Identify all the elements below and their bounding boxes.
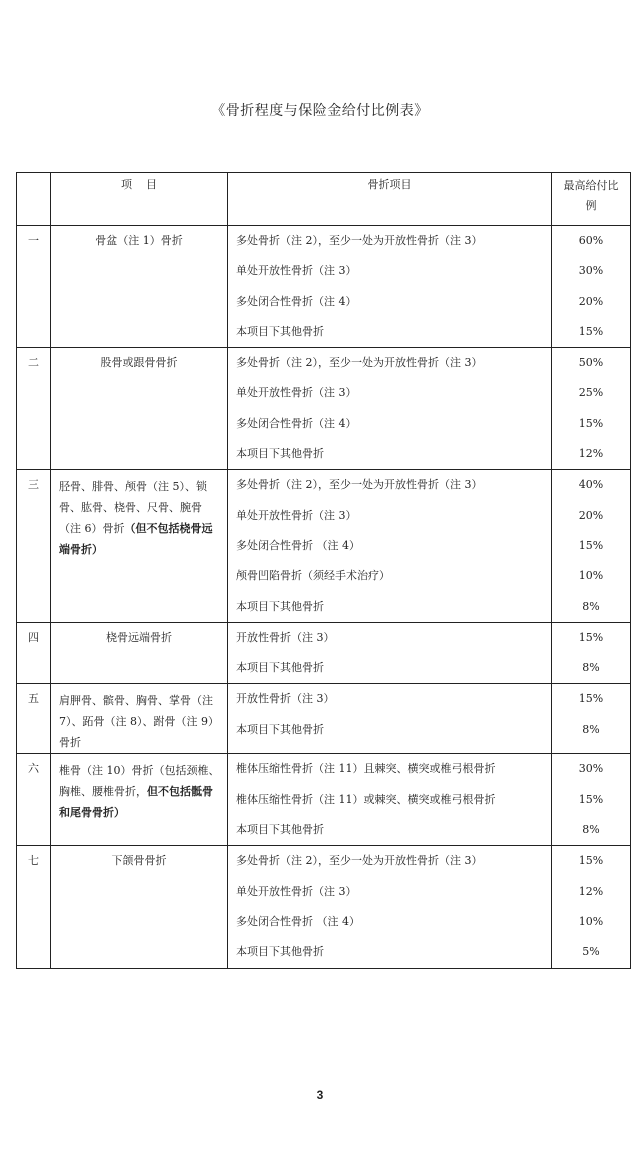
payout-percentage: 15% bbox=[578, 792, 604, 806]
payout-percentage: 8% bbox=[582, 722, 600, 736]
row-item-text: 胫骨、腓骨、颅骨（注 5）、锁骨、肱骨、桡骨、尺骨、腕骨（注 6）骨折 bbox=[59, 480, 207, 536]
table-row bbox=[17, 846, 631, 968]
detail-line: 单处开放性骨折（注 3） bbox=[236, 508, 357, 522]
table-row bbox=[17, 226, 631, 348]
header-max-ratio bbox=[552, 173, 631, 226]
table-row bbox=[17, 622, 631, 684]
payout-percentage: 10% bbox=[578, 914, 604, 928]
row-details bbox=[228, 684, 552, 754]
row-item: 桡骨远端骨折 bbox=[51, 622, 228, 684]
payout-percentage: 30% bbox=[578, 762, 604, 776]
detail-line: 本项目下其他骨折 bbox=[236, 324, 324, 338]
payout-percentage: 15% bbox=[578, 538, 604, 552]
row-details bbox=[228, 846, 552, 968]
row-percentages bbox=[552, 684, 631, 754]
row-details bbox=[228, 226, 552, 348]
fracture-ratio-table bbox=[16, 172, 631, 969]
detail-line: 颅骨凹陷骨折（须经手术治疗） bbox=[236, 569, 390, 583]
payout-percentage: 15% bbox=[578, 324, 604, 338]
payout-percentage: 8% bbox=[582, 661, 600, 675]
detail-line: 椎体压缩性骨折（注 11）且棘突、横突或椎弓根骨折 bbox=[236, 762, 496, 776]
row-details bbox=[228, 348, 552, 470]
table-header-row bbox=[17, 173, 631, 226]
payout-percentage: 30% bbox=[578, 264, 604, 278]
row-number: 七 bbox=[17, 846, 51, 968]
row-percentages bbox=[552, 754, 631, 846]
detail-line: 多处骨折（注 2），至少一处为开放性骨折（注 3） bbox=[236, 478, 483, 492]
document-title: 《骨折程度与保险金给付比例表》 bbox=[211, 103, 429, 119]
row-number: 五 bbox=[17, 684, 51, 754]
header-item: 项 目 bbox=[51, 173, 228, 226]
row-percentages bbox=[552, 226, 631, 348]
row-details bbox=[228, 622, 552, 684]
payout-percentage: 20% bbox=[578, 294, 604, 308]
header-detail: 骨折项目 bbox=[228, 173, 552, 226]
payout-percentage: 15% bbox=[578, 692, 604, 706]
row-number: 六 bbox=[17, 754, 51, 846]
header-number bbox=[17, 173, 51, 226]
row-item: 下颌骨骨折 bbox=[51, 846, 228, 968]
payout-percentage: 15% bbox=[578, 630, 604, 644]
detail-line: 开放性骨折（注 3） bbox=[236, 630, 335, 644]
payout-percentage: 12% bbox=[578, 884, 604, 898]
payout-percentage: 8% bbox=[582, 823, 600, 837]
detail-line: 开放性骨折（注 3） bbox=[236, 692, 335, 706]
detail-line: 多处闭合性骨折 （注 4） bbox=[236, 914, 360, 928]
payout-percentage: 8% bbox=[582, 599, 600, 613]
row-item-text: 肩胛骨、髌骨、胸骨、掌骨（注 7）、跖骨（注 8）、跗骨（注 9）骨折 bbox=[59, 694, 219, 750]
table-row bbox=[17, 470, 631, 622]
payout-percentage: 25% bbox=[578, 386, 604, 400]
payout-percentage: 50% bbox=[578, 356, 604, 370]
row-details bbox=[228, 470, 552, 622]
detail-line: 本项目下其他骨折 bbox=[236, 599, 324, 613]
row-number: 四 bbox=[17, 622, 51, 684]
row-number: 二 bbox=[17, 348, 51, 470]
row-item bbox=[51, 754, 228, 846]
payout-percentage: 60% bbox=[578, 234, 604, 247]
detail-line: 多处骨折（注 2），至少一处为开放性骨折（注 3） bbox=[236, 234, 483, 247]
row-percentages bbox=[552, 846, 631, 968]
header-max-ratio-line2: 例 bbox=[585, 199, 597, 212]
detail-line: 本项目下其他骨折 bbox=[236, 447, 324, 461]
detail-line: 单处开放性骨折（注 3） bbox=[236, 386, 357, 400]
row-percentages bbox=[552, 348, 631, 470]
payout-percentage: 20% bbox=[578, 508, 604, 522]
payout-percentage: 10% bbox=[578, 569, 604, 583]
row-number: 三 bbox=[17, 470, 51, 622]
payout-percentage: 15% bbox=[578, 416, 604, 430]
detail-line: 本项目下其他骨折 bbox=[236, 722, 324, 736]
row-item bbox=[51, 470, 228, 622]
row-number: 一 bbox=[17, 226, 51, 348]
header-max-ratio-line1: 最高给付比 bbox=[563, 179, 619, 192]
detail-line: 多处闭合性骨折（注 4） bbox=[236, 416, 357, 430]
detail-line: 单处开放性骨折（注 3） bbox=[236, 884, 357, 898]
detail-line: 单处开放性骨折（注 3） bbox=[236, 264, 357, 278]
page-number: 3 bbox=[316, 1088, 324, 1102]
table-row bbox=[17, 348, 631, 470]
payout-percentage: 12% bbox=[578, 447, 604, 461]
detail-line: 本项目下其他骨折 bbox=[236, 945, 324, 959]
row-percentages bbox=[552, 622, 631, 684]
detail-line: 本项目下其他骨折 bbox=[236, 823, 324, 837]
table-row bbox=[17, 684, 631, 754]
detail-line: 椎体压缩性骨折（注 11）或棘突、横突或椎弓根骨折 bbox=[236, 792, 496, 806]
row-item: 股骨或跟骨骨折 bbox=[51, 348, 228, 470]
detail-line: 多处闭合性骨折（注 4） bbox=[236, 294, 357, 308]
row-item-exclusion: （但不包括桡骨远端骨折） bbox=[59, 522, 213, 557]
detail-line: 本项目下其他骨折 bbox=[236, 661, 324, 675]
detail-line: 多处闭合性骨折 （注 4） bbox=[236, 538, 360, 552]
detail-line: 多处骨折（注 2），至少一处为开放性骨折（注 3） bbox=[236, 854, 483, 868]
row-percentages bbox=[552, 470, 631, 622]
payout-percentage: 40% bbox=[578, 478, 604, 492]
detail-line: 多处骨折（注 2），至少一处为开放性骨折（注 3） bbox=[236, 356, 483, 370]
payout-percentage: 15% bbox=[578, 854, 604, 868]
table-row bbox=[17, 754, 631, 846]
row-item bbox=[51, 684, 228, 754]
row-details bbox=[228, 754, 552, 846]
row-item-text: 椎骨（注 10）骨折（包括颈椎、胸椎、腰椎骨折， bbox=[59, 764, 220, 799]
row-item: 骨盆（注 1）骨折 bbox=[51, 226, 228, 348]
row-item-exclusion: 但不包括骶骨和尾骨骨折） bbox=[59, 785, 213, 820]
payout-percentage: 5% bbox=[582, 945, 600, 959]
